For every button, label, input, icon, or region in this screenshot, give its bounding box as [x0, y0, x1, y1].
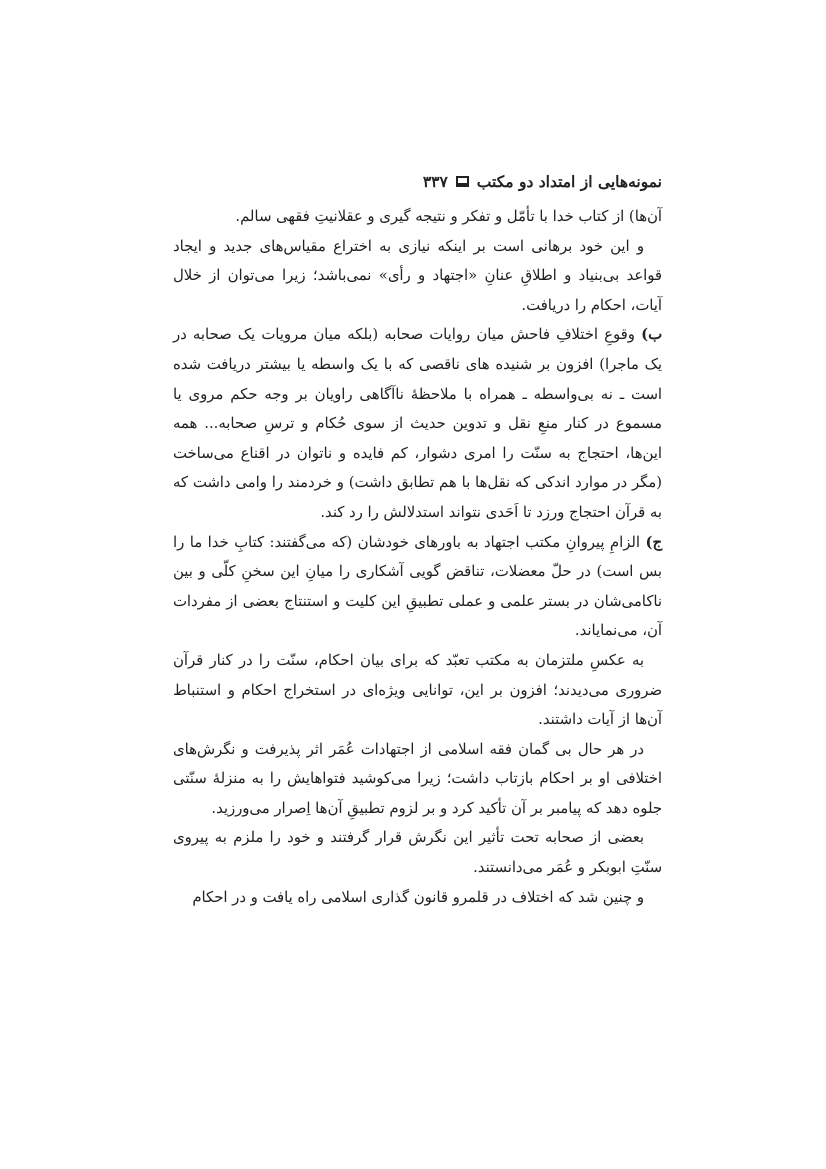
- body-text: [173, 202, 662, 912]
- paragraph-7: [173, 823, 662, 882]
- paragraph-5: [173, 646, 662, 735]
- paragraph-3-text: وقوعِ اختلافِ فاحش میان روایات صحابه (بلکه میان مرویات یک صحابه در یک ماجرا) افزون بر شنیده های ناقصی که با یک واسطه یا بیشتر دریافت شده است ـ نه بی‌واسطه ـ همراه با ملاحظهٔ ناآگاهی راویان بر وجه حکم مروی یا مسموع در کنار منعِ نقل و تدوین حدیث از سوی حُکام و ترسِ صحابه... همه این‌ها، احتجاج به سنّت را امری دشوار، کم فایده و ناتوان در اقناع می‌ساخت (مگر در موارد اندکی که نقل‌ها با هم تطابق داشت) و خردمند را وامی داشت که به قرآن احتجاج ورزد تا اَحَدی نتواند استدلالش را رد کند.: [173, 326, 662, 521]
- paragraph-4: [173, 528, 662, 646]
- running-title: نمونه‌هایی از امتداد دو مکتب: [476, 171, 662, 191]
- paragraph-7-text: بعضی از صحابه تحت تأثیر این نگرش قرار گرفتند و خود را ملزم به پیروی سنّتِ ابوبکر و عُمَر می‌دانستند.: [173, 829, 662, 877]
- paragraph-6: [173, 735, 662, 824]
- square-ornament-icon: [456, 176, 469, 187]
- paragraph-8-text: و چنین شد که اختلاف در قلمرو قانون گذاری اسلامی راه یافت و در احکام: [192, 888, 644, 906]
- paragraph-1: [173, 202, 662, 232]
- paragraph-4-text: الزامِ پیروانِ مکتب اجتهاد به باورهای خودشان (که می‌گفتند: کتابِ خدا ما را بس است) در حلّ معضلات، تناقض گویی آشکاری را میانِ این سخنِ کلّی و بین ناکامی‌شان در بستر علمی و عملی تطبیقِ این کلیت و استنتاج بعضی از مفردات آن، می‌نمایاند.: [173, 533, 662, 640]
- paragraph-2: [173, 232, 662, 321]
- paragraph-8: [173, 883, 662, 913]
- running-header: [172, 166, 662, 196]
- paragraph-6-text: در هر حال بی گمان فقه اسلامی از اجتهادات عُمَر اثر پذیرفت و نگرش‌های اختلافی او بر احکام بازتاب داشت؛ زیرا می‌کوشید فتواهایش را به منزلهٔ سنّتی جلوه دهد که پیامبر بر آن تأکید کرد و بر لزوم تطبیقِ آن‌ها اِصرار می‌ورزید.: [173, 740, 662, 817]
- paragraph-3: [173, 320, 662, 527]
- page-number: ۳۳۷: [422, 171, 448, 191]
- paragraph-1-text: آن‌ها) از کتاب خدا با تأمّل و تفکر و نتیجه گیری و عقلانیتِ فقهی سالم.: [235, 208, 662, 225]
- paragraph-5-text: به عکسِ ملتزمان به مکتب تعبّد که برای بیان احکام، سنّت را در کنار قرآن ضروری می‌دیدند؛ افزون بر این، توانایی ویژه‌ای در استخراج احکام و استنباط آن‌ها از آیات داشتند.: [173, 651, 662, 729]
- section-label-j: ج): [645, 533, 662, 551]
- paragraph-2-text: و این خود برهانی است بر اینکه نیازی به اختراع مقیاس‌های جدید و ایجاد قواعد بی‌بنیاد و اطلاقِ عنانِ «اجتهاد و رأی» نمی‌باشد؛ زیرا می‌توان از خلال آیات، احکام را دریافت.: [173, 237, 662, 314]
- section-label-b: ب): [641, 326, 662, 344]
